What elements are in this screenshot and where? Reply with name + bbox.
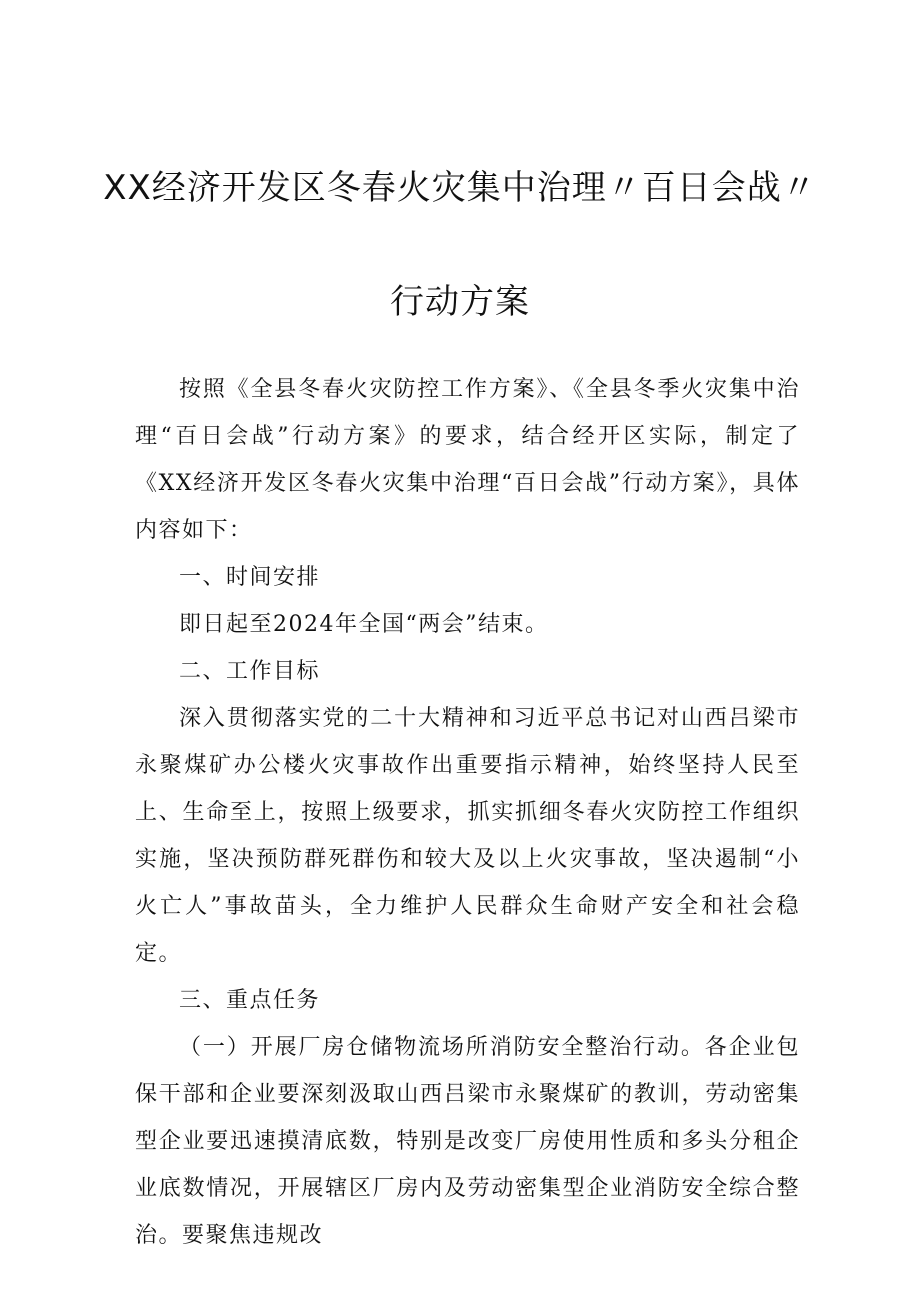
document-title-line1: XX经济开发区冬春火灾集中治理〃百日会战〃	[103, 168, 817, 208]
section-heading-goals: 二、工作目标	[179, 659, 321, 684]
section-heading-schedule: 一、时间安排	[179, 565, 321, 590]
intro-paragraph: 按照《全县冬春火灾防控工作方案》、《全县冬季火灾集中治理“百日会战”行动方案》的要求，结合经开区实际，制定了《XX经济开发区冬春火灾集中治理“百日会战”行动方案》，具体内容如下：	[135, 377, 800, 543]
task-paragraph-1: （一）开展厂房仓储物流场所消防安全整治行动。各企业包保干部和企业要深刻汲取山西吕梁市永聚煤矿的教训，劳动密集型企业要迅速摸清底数，特别是改变厂房使用性质和多头分租企业底数情况，开展辖区厂房内及劳动密集型企业消防安全综合整治。要聚焦违规改	[135, 1035, 800, 1248]
goals-paragraph: 深入贯彻落实党的二十大精神和习近平总书记对山西吕梁市永聚煤矿办公楼火灾事故作出重要指示精神，始终坚持人民至上、生命至上，按照上级要求，抓实抓细冬春火灾防控工作组织实施，坚决预防群死群伤和较大及以上火灾事故，坚决遏制“小火亡人”事故苗头，全力维护人民群众生命财产安全和社会稳定。	[135, 706, 800, 966]
section-heading-tasks: 三、重点任务	[179, 988, 321, 1013]
document-title-line2: 行动方案	[390, 282, 530, 322]
document-body	[135, 366, 800, 1259]
schedule-paragraph: 即日起至2024年全国“两会”结束。	[179, 612, 549, 637]
